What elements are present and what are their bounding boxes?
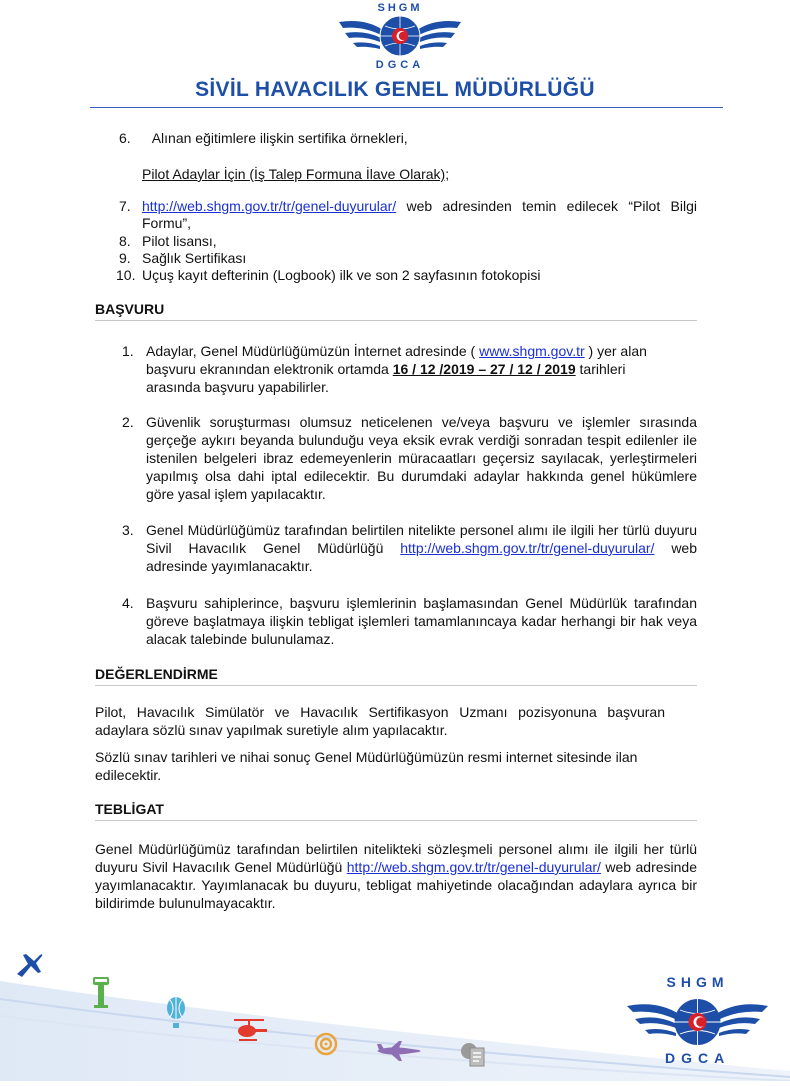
jet-icon <box>375 1040 423 1067</box>
logo-bottom-text: DGCA <box>375 59 425 71</box>
header-logo <box>335 0 465 75</box>
item-text: Alınan eğitimlere ilişkin sertifika örnekleri, <box>151 130 408 146</box>
shgm-website-link[interactable]: www.shgm.gov.tr <box>479 343 585 359</box>
footer-logo <box>625 970 770 1070</box>
logo-top-text: SHGM <box>666 974 729 990</box>
section-title-degerlendirme: DEĞERLENDİRME <box>95 666 218 682</box>
degerlendirme-paragraph-2: Sözlü sınav tarihleri ve nihai sonuç Genel Müdürlüğümüzün resmi internet sitesinde ilan edilecektir. <box>95 749 638 783</box>
airplane-icon <box>14 950 44 985</box>
paragraph-text-b: web adresinde yayımlanacaktır. Yayımlanacak bu duyuru, tebligat mahiyetinde olacağından adaylara ayrıca bir bildirimde bulunulmayacaktır. <box>95 859 697 911</box>
genel-duyurular-link[interactable]: http://web.shgm.gov.tr/tr/genel-duyurular/ <box>400 540 655 556</box>
item-text: Pilot lisansı, <box>142 233 217 249</box>
item-text: Uçuş kayıt defterinin (Logbook) ilk ve son 2 sayfasının fotokopisi <box>142 267 541 283</box>
genel-duyurular-link[interactable]: http://web.shgm.gov.tr/tr/genel-duyurular/ <box>142 198 397 214</box>
item-text-b: ) yer alan başvuru ekranından elektronik ortamda <box>146 343 647 377</box>
item-number: 10. <box>116 267 136 283</box>
genel-duyurular-link[interactable]: http://web.shgm.gov.tr/tr/genel-duyurular/ <box>346 859 601 875</box>
item-number: 1. <box>122 343 134 359</box>
list-item-6 <box>119 129 699 147</box>
degerlendirme-paragraph-1: Pilot, Havacılık Simülatör ve Havacılık Sertifikasyon Uzmanı pozisyonuna başvuran adaylara sözlü sınav yapılmak suretiyle alım yapılacaktır. <box>95 704 665 738</box>
item-number: 9. <box>119 250 131 266</box>
item-number: 7. <box>119 198 131 214</box>
item-number: 4. <box>122 595 134 611</box>
item-text: web adresinden temin edilecek “Pilot Bilgi <box>396 198 697 214</box>
item-text: Genel Müdürlüğümüz tarafından belirtilen nitelikte personel alımı ile ilgili her türlü duyuru Sivil Havacılık Genel Müdürlüğü <box>146 522 697 556</box>
item-text-b: web adresinde yayımlanacaktır. <box>146 540 698 574</box>
item-number: 3. <box>122 522 134 538</box>
item-number: 6. <box>119 130 131 146</box>
page-title: SİVİL HAVACILIK GENEL MÜDÜRLÜĞÜ <box>195 78 595 101</box>
section-divider <box>95 320 697 321</box>
item-text-c: tarihleri arasında başvuru yapabilirler. <box>146 361 626 395</box>
radar-icon <box>314 1032 338 1061</box>
tebligat-paragraph <box>95 840 697 912</box>
application-dates: 16 / 12 /2019 – 27 / 12 / 2019 <box>392 361 576 377</box>
item-number: 8. <box>119 233 131 249</box>
section-title-basvuru: BAŞVURU <box>95 301 165 317</box>
section-divider <box>95 685 697 686</box>
logo-bottom-text: DGCA <box>665 1050 731 1066</box>
logo-top-text: SHGM <box>377 2 423 14</box>
item-text: Sağlık Sertifikası <box>142 250 247 266</box>
document-icon <box>460 1040 486 1073</box>
section-divider <box>95 820 697 821</box>
paragraph-text: Genel Müdürlüğümüz tarafından belirtilen nitelikteki sözleşmeli personel alımı ile ilgili her türlü duyuru Sivil Havacılık Genel Müdürlüğü <box>95 841 697 875</box>
item-text: Güvenlik soruşturması olumsuz neticelenen ve/veya başvuru ve işlemler sırasında gerçeğe aykırı beyanda bulunduğu veya eksik evrak verdiği sonradan tespit edilenler ile istenilen belgeleri ibraz edemeyenlerin müracaatları geçersiz sayılacak, yerleştirmeleri yapılmış olsa dahi iptal edilecektir. Bu durumdaki adaylar hakkında genel hükümlere göre yasal işlem yapılacaktır. <box>146 414 697 502</box>
hot-air-balloon-icon <box>165 997 187 1036</box>
item-text: Başvuru sahiplerince, başvuru işlemlerinin başlamasından Genel Müdürlük tarafından göreve başlatmaya ilişkin tebligat işlemleri tamamlanıncaya kadar herhangi bir hak veya alacak talebinde bulunulamaz. <box>146 595 697 647</box>
control-tower-icon <box>90 975 112 1014</box>
helicopter-icon <box>230 1016 270 1049</box>
section-title-tebligat: TEBLİGAT <box>95 801 164 817</box>
item-text-continued: Formu”, <box>142 215 191 231</box>
header-divider <box>90 107 723 108</box>
pilot-candidates-heading: Pilot Adaylar İçin (İş Talep Formuna İlave Olarak); <box>142 166 450 182</box>
item-number: 2. <box>122 414 134 430</box>
item-text: Adaylar, Genel Müdürlüğümüzün İnternet adresinde ( <box>146 343 480 359</box>
